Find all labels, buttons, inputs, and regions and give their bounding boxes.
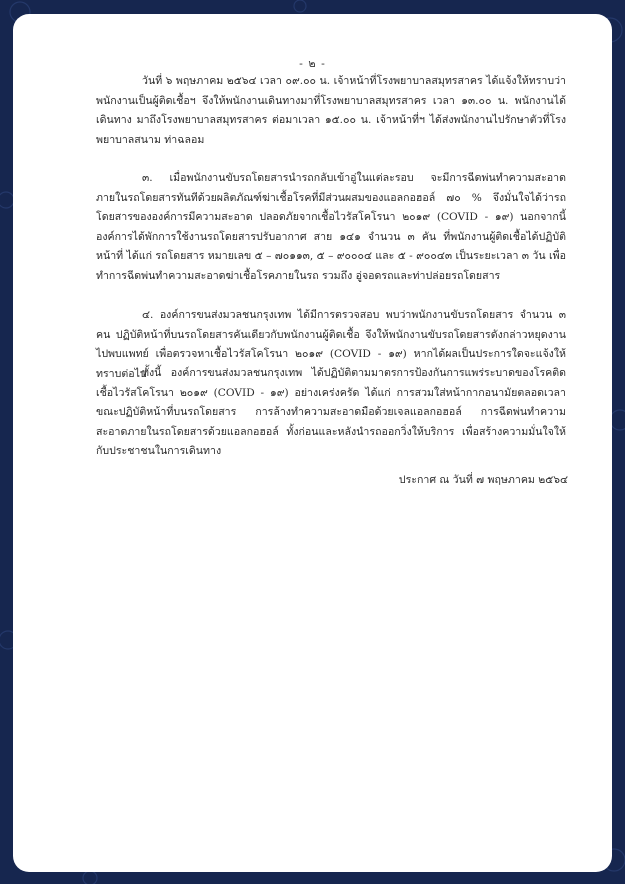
paragraph-4 (96, 364, 566, 462)
paragraph-2 (96, 169, 566, 287)
paragraph-4-text: ทั้งนี้ องค์การขนส่งมวลชนกรุงเทพ ได้ปฏิบัติตามมาตรการป้องกันการแพร่ระบาดของโรคติดเชื้อไวรัสโคโรนา ๒๐๑๙ (COVID - ๑๙) อย่างเคร่งครัด ได้แก่ การสวมใส่หน้ากากอนามัยตลอดเวลาขณะปฏิบัติหน้าที่บนรถโดยสาร การล้างทำความสะอาดมือด้วยเจลแอลกอฮอล์ การฉีดพ่นทำความสะอาดภายในรถโดยสารด้วยแอลกอฮอล์ ทั้งก่อนและหลังนำรถออกวิ่งให้บริการ เพื่อสร้างความมั่นใจให้กับประชาชนในการเดินทาง (96, 367, 566, 458)
announcement-date: ประกาศ ณ วันที่ ๗ พฤษภาคม ๒๕๖๔ (398, 474, 568, 486)
paragraph-1 (96, 72, 566, 150)
paragraph-1-text: วันที่ ๖ พฤษภาคม ๒๕๖๔ เวลา ๐๙.๐๐ น. เจ้าหน้าที่โรงพยาบาลสมุทรสาคร ได้แจ้งให้ทราบว่า พนักงานเป็นผู้ติดเชื้อฯ จึงให้พนักงานเดินทางมาที่โรงพยาบาลสมุทรสาคร เวลา ๑๓.๐๐ น. พนักงานได้เดินทาง มาถึงโรงพยาบาลสมุทรสาคร ต่อมาเวลา ๑๕.๐๐ น. เจ้าหน้าที่ฯ ได้ส่งพนักงานไปรักษาตัวที่โรงพยาบาลสนาม ท่าฉลอม (96, 75, 566, 146)
document-page (13, 14, 612, 872)
paragraph-2-text: ๓. เมื่อพนักงานขับรถโดยสารนำรถกลับเข้าอู่ในแต่ละรอบ จะมีการฉีดพ่นทำความสะอาดภายในรถโดยสารทันทีด้วยผลิตภัณฑ์ฆ่าเชื้อโรคที่มีส่วนผสมของแอลกอฮอล์ ๗๐ % จึงมั่นใจได้ว่ารถโดยสารขององค์การมีความสะอาด ปลอดภัยจากเชื้อไวรัสโคโรนา ๒๐๑๙ (COVID - ๑๙) นอกจากนี้ องค์การได้พักการใช้งานรถโดยสารปรับอากาศ สาย ๑๔๑ จำนวน ๓ คัน ที่พนักงานผู้ติดเชื้อได้ปฏิบัติหน้าที่ ได้แก่ รถโดยสาร หมายเลข ๕ – ๗๐๑๑๓, ๕ – ๙๐๐๐๔ และ ๕ - ๙๐๐๔๓ เป็นระยะเวลา ๓ วัน เพื่อทำการฉีดพ่นทำความสะอาดฆ่าเชื้อโรคภายในรถ รวมถึง อู่จอดรถและท่าปล่อยรถโดยสาร (96, 172, 566, 282)
page-number: - ๒ - (299, 57, 326, 70)
paragraph-3-text: ๔. องค์การขนส่งมวลชนกรุงเทพ ได้มีการตรวจสอบ พบว่าพนักงานขับรถโดยสาร จำนวน ๓ คน ปฏิบัติหน้าที่บนรถโดยสารคันเดียวกับพนักงานผู้ติดเชื้อ จึงให้พนักงานขับรถโดยสารดังกล่าวหยุดงานไปพบแพทย์ เพื่อตรวจหาเชื้อไวรัสโคโรนา ๒๐๑๙ (COVID - ๑๙) หากได้ผลเป็นประการใดจะแจ้งให้ทราบต่อไป (96, 309, 566, 380)
